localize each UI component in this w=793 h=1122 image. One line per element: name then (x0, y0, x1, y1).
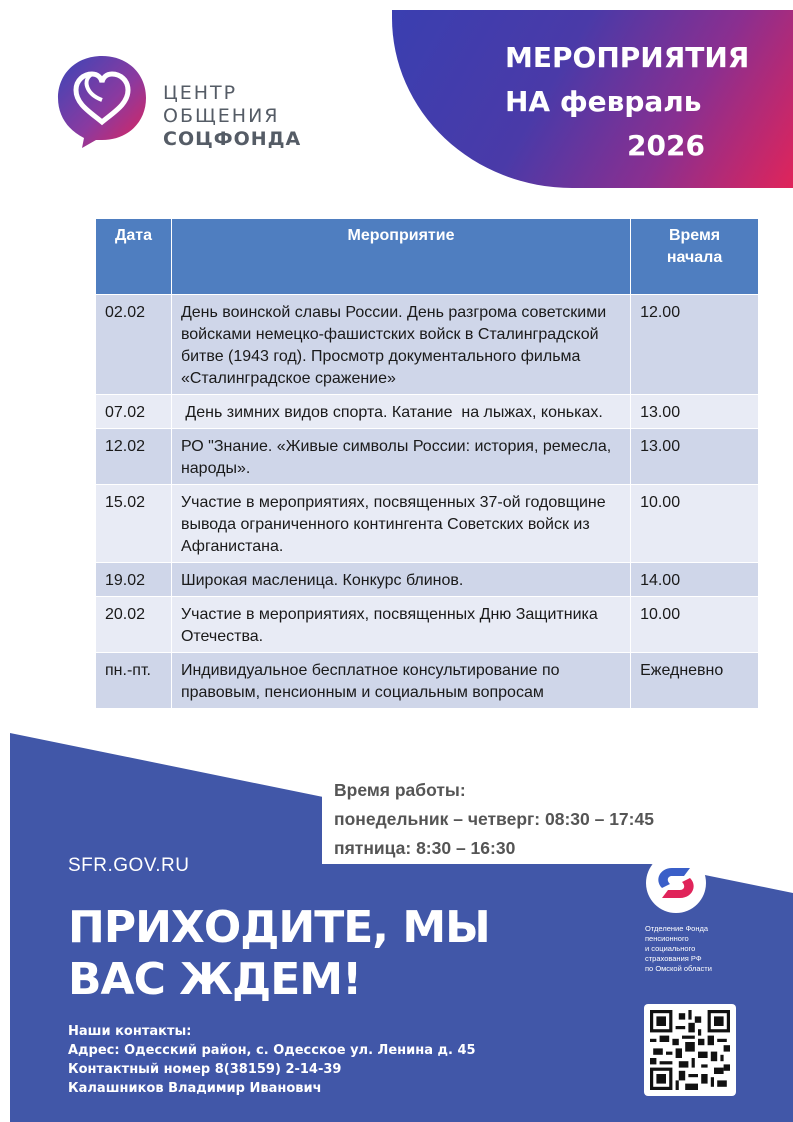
cell-time: 12.00 (631, 295, 759, 395)
cell-date: 07.02 (96, 395, 172, 429)
slogan (68, 902, 490, 1006)
cell-date: 19.02 (96, 563, 172, 597)
contacts-person: Калашников Владимир Иванович (68, 1081, 322, 1096)
cell-date: 12.02 (96, 429, 172, 485)
sfr-caption-line: страхования РФ (645, 954, 702, 963)
cell-event: Участие в мероприятиях, посвященных Дню Защитника Отечества. (171, 597, 630, 653)
header-date: Дата (96, 219, 172, 295)
working-hours (334, 776, 654, 863)
events-table (95, 218, 759, 709)
cell-time: 14.00 (631, 563, 759, 597)
contacts (68, 1022, 476, 1098)
table-row (96, 597, 759, 653)
cell-time: 10.00 (631, 485, 759, 563)
table-row (96, 395, 759, 429)
page-title (505, 36, 775, 168)
contacts-title: Наши контакты: (68, 1024, 192, 1039)
table-header-row (96, 219, 759, 295)
qr-code-icon[interactable] (644, 1004, 736, 1096)
cell-event: Индивидуальное бесплатное консультирование по правовым, пенсионным и социальным вопросам (171, 653, 630, 709)
sfr-caption-line: пенсионного (645, 934, 689, 943)
cell-time: Ежедневно (631, 653, 759, 709)
logo-line-3: СОЦФОНДА (163, 128, 302, 150)
cell-time: 13.00 (631, 395, 759, 429)
logo-line-2: ОБЩЕНИЯ (163, 105, 280, 127)
table-row (96, 485, 759, 563)
sfr-caption-line: по Омской области (645, 964, 712, 973)
cell-event: РО "Знание. «Живые символы России: история, ремесла, народы». (171, 429, 630, 485)
header-event: Мероприятие (171, 219, 630, 295)
cell-event: Участие в мероприятиях, посвященных 37-ой годовщине вывода ограниченного контингента Советских войск из Афганистана. (171, 485, 630, 563)
contacts-address: Адрес: Одесский район, с. Одесское ул. Ленина д. 45 (68, 1043, 476, 1058)
cell-date: пн.-пт. (96, 653, 172, 709)
cell-date: 02.02 (96, 295, 172, 395)
heart-speech-bubble-icon (52, 50, 152, 150)
table-row (96, 429, 759, 485)
table-row (96, 295, 759, 395)
sfr-caption-line: и социального (645, 944, 696, 953)
slogan-line-2: ВАС ЖДЕМ! (68, 954, 362, 1005)
cell-event: Широкая масленица. Конкурс блинов. (171, 563, 630, 597)
hours-friday: пятница: 8:30 – 16:30 (334, 838, 516, 858)
sfr-logo-icon (640, 852, 712, 914)
sfr-caption (645, 924, 755, 974)
site-link[interactable]: SFR.GOV.RU (68, 855, 190, 876)
sfr-caption-line: Отделение Фонда (645, 924, 709, 933)
table-row (96, 563, 759, 597)
cell-date: 20.02 (96, 597, 172, 653)
table-row (96, 653, 759, 709)
qr-pattern (650, 1010, 730, 1090)
header-time: Время начала (631, 219, 759, 295)
cell-date: 15.02 (96, 485, 172, 563)
contacts-phone: Контактный номер 8(38159) 2-14-39 (68, 1062, 342, 1077)
cell-event: День зимних видов спорта. Катание на лыжах, коньках. (171, 395, 630, 429)
logo-line-1: ЦЕНТР (163, 82, 238, 104)
title-line-3: 2026 (627, 129, 705, 162)
cell-event: День воинской славы России. День разгрома советскими войсками немецко-фашистских войск в Сталинградской битве (1943 год). Просмотр документального фильма «Сталинградское сражение» (171, 295, 630, 395)
title-line-1: МЕРОПРИЯТИЯ (505, 41, 750, 74)
hours-title: Время работы: (334, 780, 466, 800)
title-line-2: НА февраль (505, 85, 702, 118)
hours-weekdays: понедельник – четверг: 08:30 – 17:45 (334, 809, 654, 829)
cell-time: 10.00 (631, 597, 759, 653)
slogan-line-1: ПРИХОДИТЕ, МЫ (68, 902, 490, 953)
cell-time: 13.00 (631, 429, 759, 485)
logo-text (163, 82, 301, 151)
